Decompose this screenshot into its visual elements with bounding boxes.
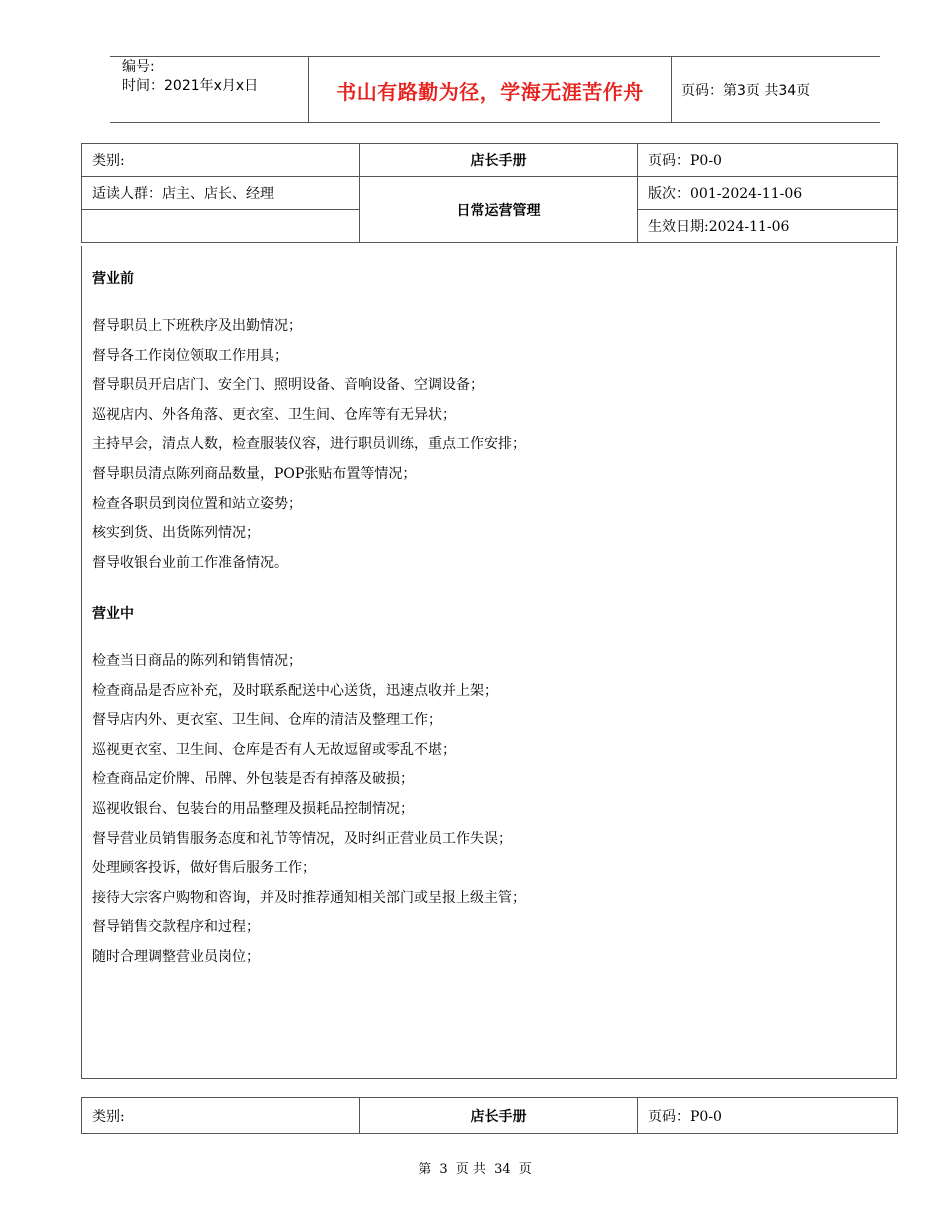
version: 版次：001-2024-11-06 bbox=[638, 177, 898, 210]
list-item: 督导职员清点陈列商品数量，POP张贴布置等情况； bbox=[92, 465, 417, 482]
header-divider-right bbox=[671, 56, 672, 122]
list-item: 巡视店内、外各角落、更衣室、卫生间、仓库等有无异状； bbox=[92, 406, 456, 423]
header-left-block bbox=[122, 58, 258, 96]
footer-prefix: 第 bbox=[418, 1162, 432, 1177]
footer-suffix: 页 bbox=[518, 1162, 532, 1177]
list-item: 检查商品是否应补充，及时联系配送中心送货，迅速点收并上架； bbox=[92, 682, 498, 699]
page-footer bbox=[0, 1158, 950, 1177]
content-box bbox=[81, 246, 897, 1079]
header-divider-left bbox=[308, 56, 309, 122]
effective-date: 生效日期:2024-11-06 bbox=[638, 210, 898, 243]
empty-cell bbox=[82, 210, 360, 243]
header-number-label: 编号: bbox=[122, 59, 155, 75]
header-motto: 书山有路勤为径，学海无涯苦作舟 bbox=[336, 80, 644, 104]
list-item: 督导销售交款程序和过程； bbox=[92, 919, 260, 936]
list-item: 督导店内外、更衣室、卫生间、仓库的清洁及整理工作； bbox=[92, 712, 442, 729]
list-item: 检查商品定价牌、吊牌、外包装是否有掉落及破损； bbox=[92, 771, 414, 788]
page-code: 页码：P0-0 bbox=[638, 144, 898, 177]
section-heading-during-business: 营业中 bbox=[92, 606, 134, 622]
section-heading-before-open: 营业前 bbox=[92, 271, 134, 287]
header-page-label: 页码：第3页 共34页 bbox=[681, 83, 811, 99]
audience: 适读人群：店主、店长、经理 bbox=[82, 177, 360, 210]
bottom-manual-title: 店长手册 bbox=[360, 1098, 638, 1134]
list-item: 接待大宗客户购物和咨询，并及时推荐通知相关部门或呈报上级主管； bbox=[92, 889, 526, 906]
list-item: 督导各工作岗位领取工作用具； bbox=[92, 347, 288, 364]
list-item: 督导营业员销售服务态度和礼节等情况，及时纠正营业员工作失误； bbox=[92, 830, 512, 847]
doc-meta-table bbox=[81, 143, 898, 243]
list-item: 督导职员开启店门、安全门、照明设备、音响设备、空调设备； bbox=[92, 377, 484, 394]
list-item: 督导收银台业前工作准备情况。 bbox=[92, 554, 288, 571]
list-item: 检查当日商品的陈列和销售情况； bbox=[92, 653, 302, 669]
footer-page-number: 3 bbox=[439, 1162, 448, 1177]
before-open-list bbox=[92, 312, 526, 578]
manual-title: 店长手册 bbox=[360, 144, 638, 177]
list-item: 督导职员上下班秩序及出勤情况； bbox=[92, 318, 302, 334]
list-item: 核实到货、出货陈列情况； bbox=[92, 525, 260, 542]
footer-mid: 页 共 bbox=[455, 1162, 486, 1177]
list-item: 处理顾客投诉，做好售后服务工作； bbox=[92, 860, 316, 877]
bottom-page-code: 页码：P0-0 bbox=[638, 1098, 898, 1134]
list-item: 随时合理调整营业员岗位； bbox=[92, 948, 260, 965]
bottom-meta-table bbox=[81, 1097, 898, 1134]
list-item: 巡视收银台、包装台的用品整理及损耗品控制情况； bbox=[92, 800, 414, 817]
header-time-label: 时间：2021年x月x日 bbox=[122, 78, 259, 94]
list-item: 巡视更衣室、卫生间、仓库是否有人无故逗留或零乱不堪； bbox=[92, 741, 456, 758]
header-bottom-rule bbox=[110, 122, 880, 123]
category-label: 类别: bbox=[82, 144, 360, 177]
section-title: 日常运营管理 bbox=[360, 177, 638, 243]
list-item: 检查各职员到岗位置和站立姿势； bbox=[92, 495, 302, 512]
during-business-list bbox=[92, 647, 526, 973]
header-top-rule bbox=[110, 56, 880, 57]
list-item: 主持早会，清点人数，检查服装仪容，进行职员训练，重点工作安排； bbox=[92, 436, 526, 453]
bottom-category-label: 类别: bbox=[82, 1098, 360, 1134]
footer-total-pages: 34 bbox=[494, 1162, 511, 1177]
